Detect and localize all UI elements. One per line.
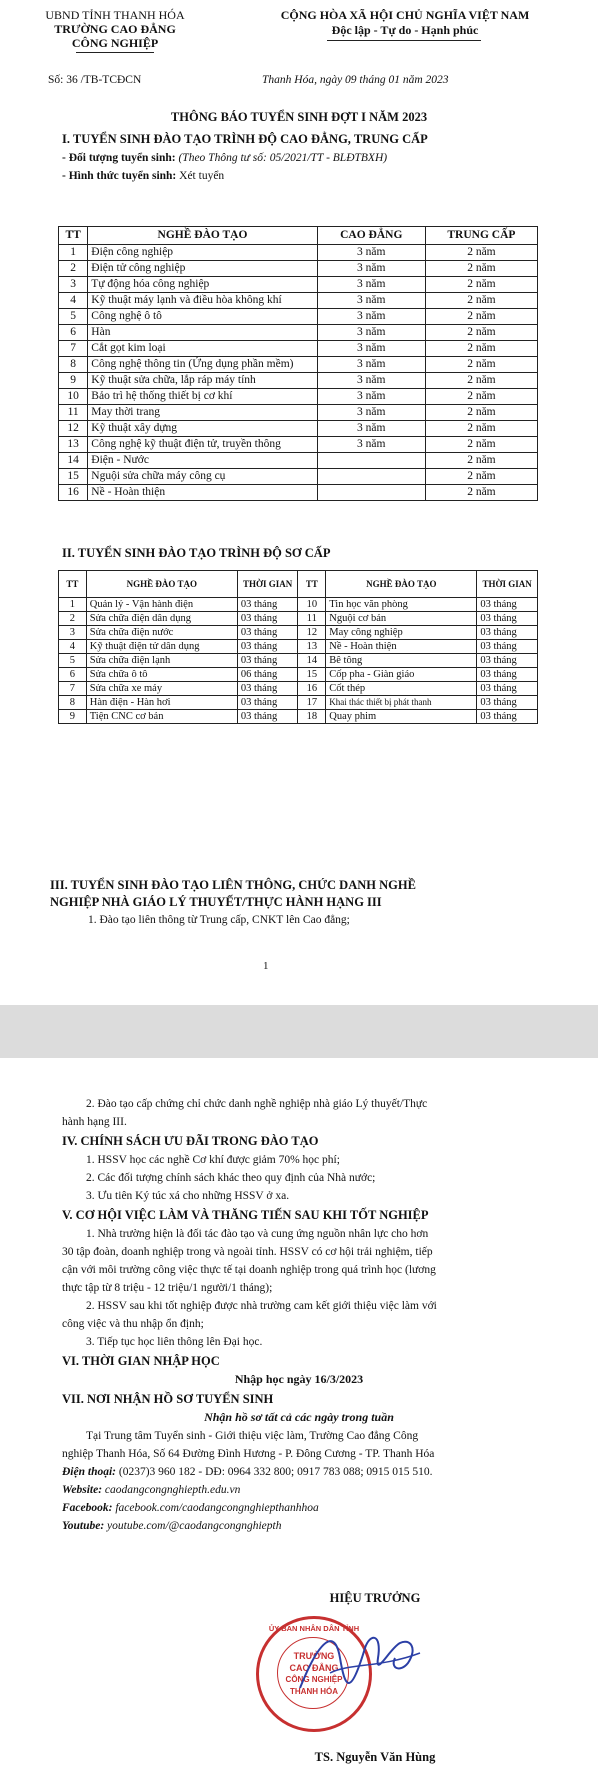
col-header-tt-right: TT [298,571,326,598]
program-name-left: Sửa chữa ô tô [86,668,237,682]
table-row [59,341,538,357]
college-duration: 3 năm [317,261,425,277]
table-row [59,453,538,469]
program-name-left: Tiện CNC cơ bản [86,710,237,724]
seal-line2: CAO ĐẲNG [289,1663,339,1673]
contact-website [62,1482,240,1499]
college-duration: 3 năm [317,245,425,261]
youtube-link[interactable]: youtube.com/@caodangcongnghiepth [104,1520,282,1532]
program-name-right: Bê tông [326,654,477,668]
college-duration: 3 năm [317,437,425,453]
table-row [59,437,538,453]
college-duration: 3 năm [317,357,425,373]
row-number: 6 [59,325,88,341]
address-line1: Tại Trung tâm Tuyển sinh - Giới thiệu việc làm, Trường Cao đẳng Công [86,1430,419,1442]
duration-right: 03 tháng [477,654,538,668]
row-number: 15 [59,469,88,485]
website-label: Website: [62,1484,103,1496]
row-number-right: 11 [298,612,326,626]
row-number: 10 [59,389,88,405]
enrollment-date: Nhập học ngày 16/3/2023 [234,1372,364,1386]
row-number-left: 8 [59,696,87,710]
section4-item1: 1. HSSV học các nghề Cơ khí được giảm 70% học phí; [86,1154,340,1166]
org-line3: CÔNG NGHIỆP [71,36,159,50]
row-number-right: 17 [298,696,326,710]
program-name: Bảo trì hệ thống thiết bị cơ khí [88,389,317,405]
section5-p3: 3. Tiếp tục học liên thông lên Đại học. [86,1336,263,1348]
duration-right: 03 tháng [477,710,538,724]
col-header-program-left: NGHỀ ĐÀO TẠO [86,571,237,598]
program-name-right: Khai thác thiết bị phát thanh [326,696,477,710]
row-number: 2 [59,261,88,277]
row-number: 13 [59,437,88,453]
seal-line4: THANH HÓA [290,1687,338,1696]
section3-item2-line1: 2. Đào tạo cấp chứng chỉ chức danh nghề nghiệp nhà giáo Lý thuyết/Thực [86,1098,428,1110]
contact-youtube [62,1518,281,1535]
duration-left: 03 tháng [237,626,298,640]
program-name: Điện tử công nghiệp [88,261,317,277]
col-header-tt: TT [59,227,88,245]
college-programs-body [59,245,538,501]
method-label: - Hình thức tuyển sinh: [62,170,177,182]
org-header [20,8,210,50]
handwritten-signature-icon [290,1618,430,1708]
row-number: 7 [59,341,88,357]
section5-p1-line1: 1. Nhà trường hiện là đối tác đào tạo và cung ứng nguồn nhân lực cho hơn [86,1228,429,1240]
intermediate-duration: 2 năm [425,421,537,437]
org-line2: TRƯỜNG CAO ĐẲNG [54,22,176,36]
college-duration [317,485,425,501]
document-title: THÔNG BÁO TUYỂN SINH ĐỢT I NĂM 2023 [170,110,428,124]
college-programs-table [58,226,538,501]
table-row [59,325,538,341]
duration-left: 03 tháng [237,640,298,654]
contact-phone [62,1464,433,1481]
section5-p1-line4: thực tập từ 8 triệu - 12 triệu/1 người/1 tháng); [62,1282,273,1294]
row-number-left: 2 [59,612,87,626]
section7-heading: VII. NƠI NHẬN HỒ SƠ TUYỂN SINH [62,1392,274,1406]
table-row [59,485,538,501]
duration-right: 03 tháng [477,612,538,626]
section1-heading: I. TUYỂN SINH ĐÀO TẠO TRÌNH ĐỘ CAO ĐẲNG, TRUNG CẤP [62,132,428,146]
college-duration: 3 năm [317,309,425,325]
intermediate-duration: 2 năm [425,453,537,469]
facebook-link[interactable]: facebook.com/caodangcongnghiepthanhhoa [112,1502,319,1514]
section4-item3: 3. Ưu tiên Ký túc xá cho những HSSV ở xa. [86,1190,290,1202]
table-row [59,277,538,293]
program-name-right: Quay phim [326,710,477,724]
section2-heading: II. TUYỂN SINH ĐÀO TẠO TRÌNH ĐỘ SƠ CẤP [62,546,331,560]
col-header-duration-right: THỜI GIAN [477,571,538,598]
col-header-program: NGHỀ ĐÀO TẠO [88,227,317,245]
college-duration [317,469,425,485]
section5-p2-line1: 2. HSSV sau khi tốt nghiệp được nhà trường cam kết giới thiệu việc làm với [86,1300,437,1312]
table-row [59,389,538,405]
table-row [59,654,538,668]
program-name-left: Sửa chữa điện nước [86,626,237,640]
table-row [59,261,538,277]
row-number: 12 [59,421,88,437]
row-number-left: 1 [59,598,87,612]
duration-left: 03 tháng [237,682,298,696]
intermediate-duration: 2 năm [425,389,537,405]
intermediate-duration: 2 năm [425,373,537,389]
table-row [59,293,538,309]
program-name-right: Cốp pha - Giàn giáo [326,668,477,682]
row-number-left: 4 [59,640,87,654]
place-date: Thanh Hóa, ngày 09 tháng 01 năm 2023 [262,74,449,86]
table-row [59,626,538,640]
duration-right: 03 tháng [477,682,538,696]
row-number-left: 5 [59,654,87,668]
row-number: 16 [59,485,88,501]
table-row [59,357,538,373]
program-name-right: Nguội cơ bản [326,612,477,626]
duration-right: 03 tháng [477,626,538,640]
college-duration: 3 năm [317,325,425,341]
row-number: 3 [59,277,88,293]
intermediate-duration: 2 năm [425,325,537,341]
table-row [59,710,538,724]
program-name: Cắt gọt kim loại [88,341,317,357]
intermediate-duration: 2 năm [425,341,537,357]
doc-number: Số: 36 /TB-TCĐCN [48,74,142,86]
duration-left: 03 tháng [237,654,298,668]
intermediate-duration: 2 năm [425,245,537,261]
college-duration: 3 năm [317,341,425,357]
row-number: 14 [59,453,88,469]
row-number-right: 10 [298,598,326,612]
program-name: Công nghệ thông tin (Ứng dụng phần mềm) [88,357,317,373]
page-gap [0,1005,598,1058]
phone-value: (0237)3 960 182 - DĐ: 0964 332 800; 0917 783 088; 0915 015 510. [116,1466,433,1478]
college-duration [317,453,425,469]
col-header-college: CAO ĐẲNG [317,227,425,245]
section5-p1-line3: cận với môi trường công việc thực tế tại doanh nghiệp trong quá trình học (lương [62,1264,436,1276]
nation-line2: Độc lập - Tự do - Hạnh phúc [331,23,479,37]
row-number-right: 13 [298,640,326,654]
intermediate-duration: 2 năm [425,261,537,277]
seal-line3: CÔNG NGHIỆP [285,1675,343,1684]
program-name-left: Quản lý - Vận hành điện [86,598,237,612]
section3-heading-line1: III. TUYỂN SINH ĐÀO TẠO LIÊN THÔNG, CHỨC DANH NGHỀ [50,878,416,892]
row-number: 11 [59,405,88,421]
intermediate-duration: 2 năm [425,293,537,309]
col-header-duration-left: THỜI GIAN [237,571,298,598]
program-name: Điện công nghiệp [88,245,317,261]
program-name-right: May công nghiệp [326,626,477,640]
table-row [59,598,538,612]
program-name: May thời trang [88,405,317,421]
college-duration: 3 năm [317,389,425,405]
signatory-name: TS. Nguyễn Văn Hùng [314,1750,436,1764]
table-row [59,682,538,696]
table-row [59,640,538,654]
table-row [59,469,538,485]
duration-left: 03 tháng [237,710,298,724]
seal-line1: TRƯỜNG [293,1651,335,1661]
section5-p2-line2: công việc và thu nhập ổn định; [62,1318,204,1330]
program-name: Kỹ thuật máy lạnh và điều hòa không khí [88,293,317,309]
program-name-left: Sửa chữa điện dân dụng [86,612,237,626]
nation-line1: CỘNG HÒA XÃ HỘI CHỦ NGHĨA VIỆT NAM [280,8,530,22]
row-number-right: 18 [298,710,326,724]
section5-heading: V. CƠ HỘI VIỆC LÀM VÀ THĂNG TIẾN SAU KHI TỐT NGHIỆP [62,1208,429,1222]
program-name: Nề - Hoàn thiện [88,485,317,501]
program-name: Tự động hóa công nghiệp [88,277,317,293]
row-number-right: 16 [298,682,326,696]
table-row [59,421,538,437]
section6-heading: VI. THỜI GIAN NHẬP HỌC [62,1354,220,1368]
college-duration: 3 năm [317,421,425,437]
program-name-right: Nề - Hoàn thiện [326,640,477,654]
table-row [59,245,538,261]
table-row [59,696,538,710]
row-number: 8 [59,357,88,373]
program-name-right: Cốt thép [326,682,477,696]
org-line1: UBND TỈNH THANH HÓA [45,8,185,22]
intermediate-duration: 2 năm [425,485,537,501]
duration-left: 03 tháng [237,612,298,626]
section3-heading-line2: NGHIỆP NHÀ GIÁO LÝ THUYẾT/THỰC HÀNH HẠNG III [50,895,382,909]
col-header-program-right: NGHỀ ĐÀO TẠO [326,571,477,598]
table-header-row [59,227,538,245]
row-number: 9 [59,373,88,389]
college-duration: 3 năm [317,373,425,389]
row-number-left: 7 [59,682,87,696]
row-number-right: 14 [298,654,326,668]
nation-underline [327,40,481,41]
duration-right: 03 tháng [477,598,538,612]
row-number: 5 [59,309,88,325]
table-row [59,373,538,389]
program-name-left: Sửa chữa điện lạnh [86,654,237,668]
section3-item1: 1. Đào tạo liên thông từ Trung cấp, CNKT lên Cao đẳng; [88,914,350,926]
section3-item2-line2: hành hạng III. [62,1116,127,1128]
seal-ring-text: ỦY BAN NHÂN DÂN TỈNH [268,1624,360,1633]
intermediate-duration: 2 năm [425,277,537,293]
row-number: 4 [59,293,88,309]
signature-title: HIỆU TRƯỞNG [329,1591,421,1605]
college-duration: 3 năm [317,293,425,309]
duration-left: 06 tháng [237,668,298,682]
college-duration: 3 năm [317,405,425,421]
intermediate-duration: 2 năm [425,405,537,421]
program-name-right: Tin học văn phòng [326,598,477,612]
duration-left: 03 tháng [237,696,298,710]
program-name: Công nghệ ô tô [88,309,317,325]
nation-header [220,8,590,38]
facebook-label: Facebook: [62,1502,113,1514]
intermediate-duration: 2 năm [425,437,537,453]
row-number-right: 12 [298,626,326,640]
row-number-left: 6 [59,668,87,682]
contact-facebook [62,1500,319,1517]
program-name: Công nghệ kỹ thuật điện tử, truyền thông [88,437,317,453]
section7-subtitle: Nhận hồ sơ tất cả các ngày trong tuần [204,1410,394,1424]
row-number-right: 15 [298,668,326,682]
section3-heading [50,877,416,911]
elementary-programs-table [58,570,538,724]
target-value: (Theo Thông tư số: 05/2021/TT - BLĐTBXH) [178,152,388,164]
table-header-row [59,571,538,598]
row-number-left: 9 [59,710,87,724]
method-value: Xét tuyển [179,170,225,182]
program-name-left: Hàn điện - Hàn hơi [86,696,237,710]
col-header-tt-left: TT [59,571,87,598]
intermediate-duration: 2 năm [425,309,537,325]
address-line2: nghiệp Thanh Hóa, Số 64 Đường Đình Hương - P. Đông Cương - TP. Thanh Hóa [62,1448,435,1460]
phone-label: Điện thoại: [62,1466,116,1478]
program-name: Kỹ thuật xây dựng [88,421,317,437]
section1-target [62,150,387,167]
target-label: - Đối tượng tuyển sinh: [62,152,176,164]
elementary-programs-body [59,598,538,724]
duration-right: 03 tháng [477,640,538,654]
program-name: Nguội sửa chữa máy công cụ [88,469,317,485]
page-number: 1 [263,960,269,972]
section4-item2: 2. Các đối tượng chính sách khác theo quy định của Nhà nước; [86,1172,376,1184]
intermediate-duration: 2 năm [425,357,537,373]
program-name-left: Kỹ thuật điện tử dân dụng [86,640,237,654]
section5-p1-line2: 30 tập đoàn, doanh nghiệp trong và ngoài tỉnh. HSSV có cơ hội trải nghiệm, tiếp [62,1246,433,1258]
table-row [59,309,538,325]
college-duration: 3 năm [317,277,425,293]
col-header-intermediate: TRUNG CẤP [425,227,537,245]
duration-left: 03 tháng [237,598,298,612]
program-name-left: Sửa chữa xe máy [86,682,237,696]
youtube-label: Youtube: [62,1520,105,1532]
table-row [59,612,538,626]
intermediate-duration: 2 năm [425,469,537,485]
table-row [59,668,538,682]
row-number: 1 [59,245,88,261]
duration-right: 03 tháng [477,668,538,682]
org-underline [76,52,154,53]
section4-heading: IV. CHÍNH SÁCH ƯU ĐÃI TRONG ĐÀO TẠO [62,1134,319,1148]
section1-method [62,168,224,185]
program-name: Điện - Nước [88,453,317,469]
row-number-left: 3 [59,626,87,640]
duration-right: 03 tháng [477,696,538,710]
website-link[interactable]: caodangcongnghiepth.edu.vn [102,1484,241,1496]
program-name: Hàn [88,325,317,341]
table-row [59,405,538,421]
program-name: Kỹ thuật sửa chữa, lắp ráp máy tính [88,373,317,389]
